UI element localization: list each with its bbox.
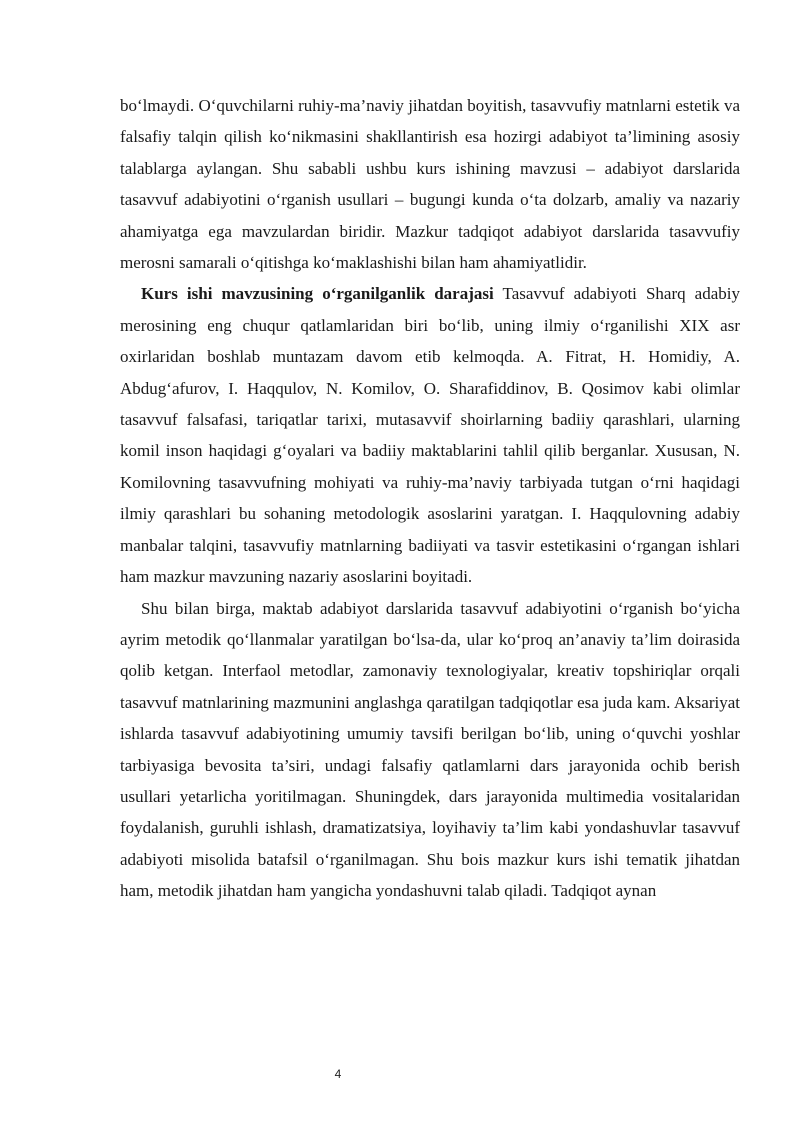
section-heading: Kurs ishi mavzusining o‘rganilganlik darajasi — [141, 284, 494, 304]
paragraph-research-degree-text: Tasavvuf adabiyoti Sharq adabiy merosining eng chuqur qatlamlaridan biri bo‘lib, uning ilmiy o‘rganilishi XIX asr oxirlaridan boshlab muntazam davom etib kelmoqda. A. Fitrat, H. Homidiy, A. Abdug‘afurov, I. Haqqulov, N. Komilov, O. Sharafiddinov, B. Qosimov kabi olimlar tasavvuf falsafasi, tariqatlar tarixi, mutasavvif shoirlarning badiiy qarashlari, ularning komil inson haqidagi g‘oyalari va badiiy maktablarini tahlil qilib berganlar. Xususan, N. Komilovning tasavvufning mohiyati va ruhiy-ma’naviy tarbiyada tutgan o‘rni haqidagi ilmiy qarashlari bu sohaning metodologik asoslarini yaratgan. I. Haqqulovning adabiy manbalar talqini, tasavvufiy matnlarning badiiyati va tasvir estetikasini o‘rgangan ishlari ham mazkur mavzuning nazariy asoslarini boyitadi. — [120, 284, 741, 587]
paragraph-research-degree — [120, 278, 740, 592]
page-number: 4 — [334, 1067, 342, 1081]
page-body — [120, 90, 740, 907]
page-number-footer — [0, 1067, 800, 1081]
paragraph-intro-continuation: bo‘lmaydi. O‘quvchilarni ruhiy-ma’naviy jihatdan boyitish, tasavvufiy matnlarni estetik va falsafiy talqin qilish ko‘nikmasini shakllantirish esa hozirgi adabiyot ta’limining asosiy talablarga aylangan. Shu sababli ushbu kurs ishining mavzusi – adabiyot darslarida tasavvuf adabiyotini o‘rganish usullari – bugungi kunda o‘ta dolzarb, amaliy va nazariy ahamiyatga ega mavzulardan biridir. Mazkur tadqiqot adabiyot darslarida tasavvufiy merosni samarali o‘qitishga ko‘maklashishi bilan ham ahamiyatlidir. — [120, 96, 740, 273]
paragraph-methodology-gap: Shu bilan birga, maktab adabiyot darslarida tasavvuf adabiyotini o‘rganish bo‘yicha ayrim metodik qo‘llanmalar yaratilgan bo‘lsa-da, ular ko‘proq an’anaviy ta’lim doirasida qolib ketgan. Interfaol metodlar, zamonaviy texnologiyalar, kreativ topshiriqlar orqali tasavvuf matnlarining mazmunini anglashga qaratilgan tadqiqotlar esa juda kam. Aksariyat ishlarda tasavvuf adabiyotining umumiy tavsifi berilgan bo‘lib, uning o‘quvchi yoshlar tarbiyasiga bevosita ta’siri, undagi falsafiy qatlamlarni dars jarayonida ochib berish usullari yetarlicha yoritilmagan. Shuningdek, dars jarayonida multimedia vositalaridan foydalanish, guruhli ishlash, dramatizatsiya, loyihaviy ta’lim kabi yondashuvlar tasavvuf adabiyoti misolida batafsil o‘rganilmagan. Shu bois mazkur kurs ishi tematik jihatdan ham, metodik jihatdan ham yangicha yondashuvni talab qiladi. Tadqiqot aynan — [120, 598, 740, 901]
